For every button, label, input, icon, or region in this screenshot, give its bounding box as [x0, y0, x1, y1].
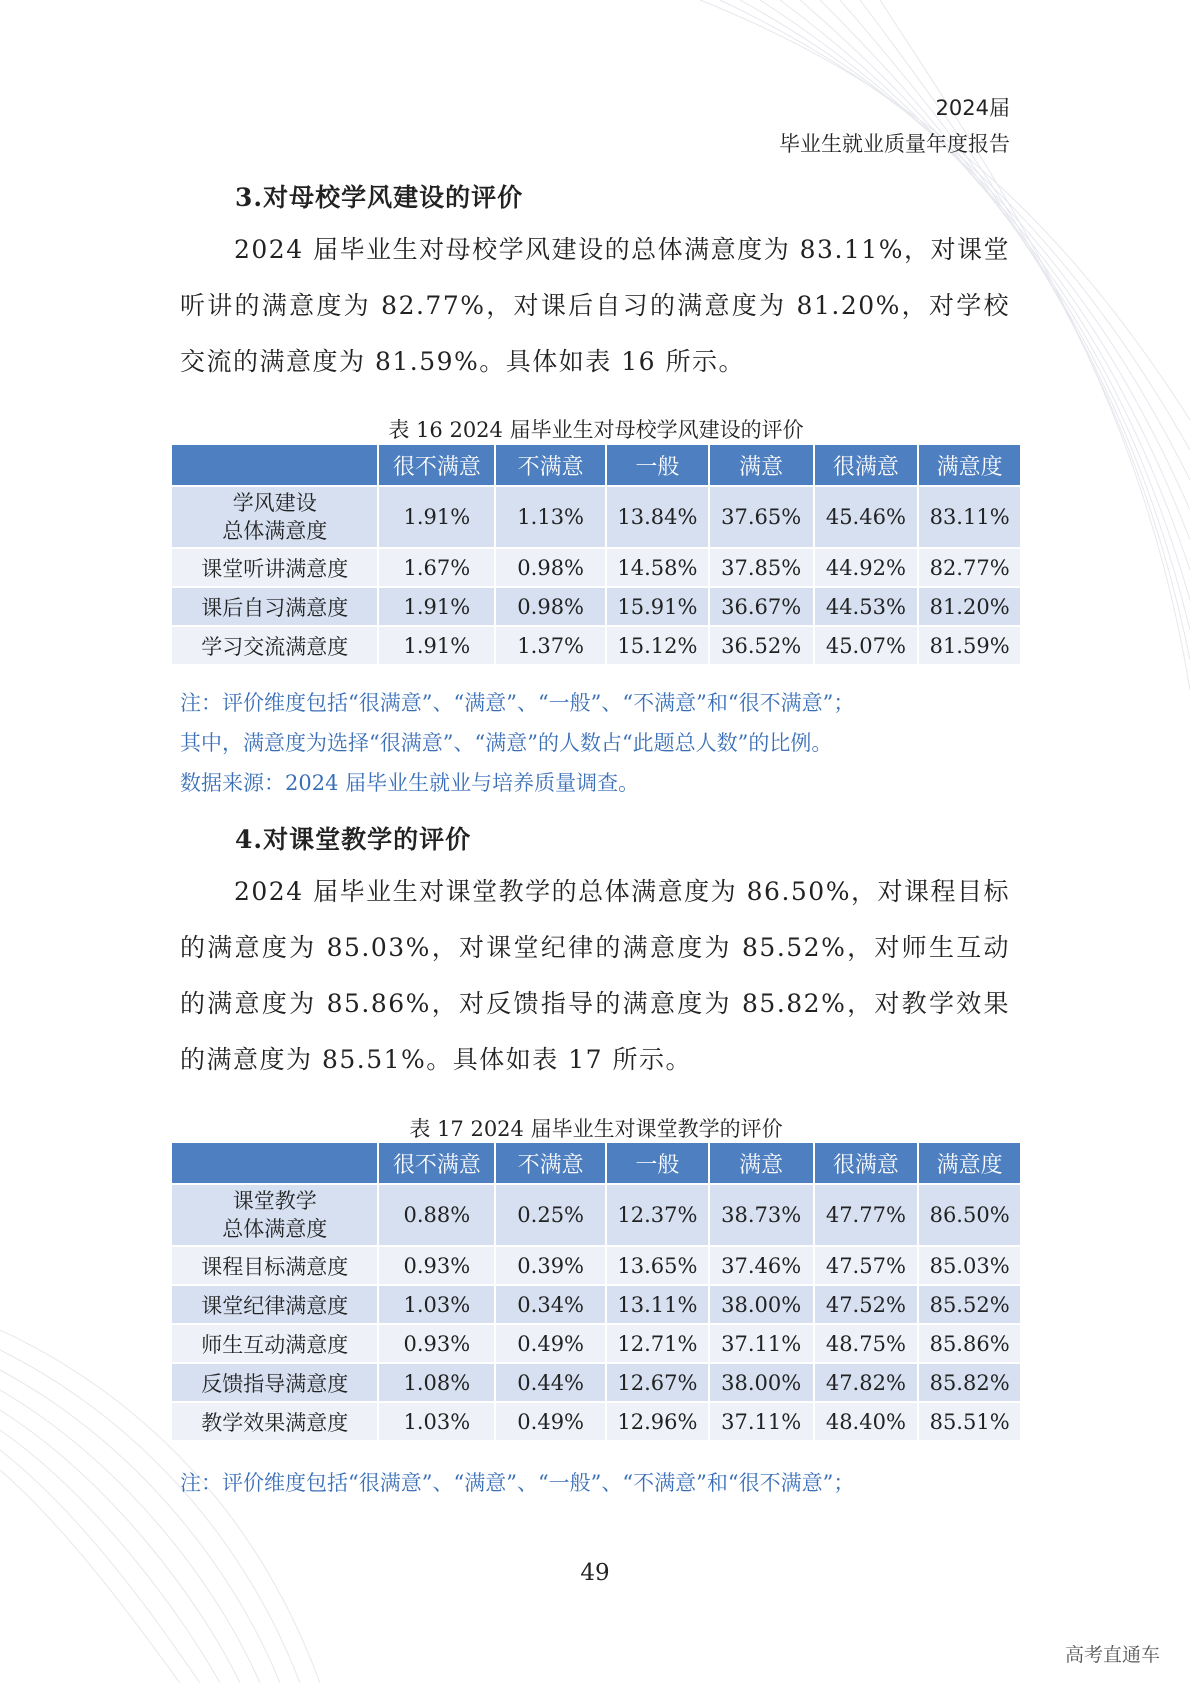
table-cell: 48.75%: [815, 1325, 918, 1362]
table-cell: 13.11%: [607, 1286, 708, 1323]
table-cell: 0.93%: [379, 1247, 494, 1284]
header-year: 2024届: [935, 96, 1010, 120]
table-cell: 13.84%: [607, 487, 708, 547]
row-label: 学习交流满意度: [172, 627, 377, 664]
table-17: [170, 1141, 1022, 1442]
row-label-line: 总体满意度: [222, 1217, 328, 1241]
table-cell: 0.49%: [496, 1403, 605, 1440]
table-cell: 0.98%: [496, 588, 605, 625]
table-row: [172, 1286, 1020, 1323]
table-cell: 86.50%: [919, 1185, 1020, 1245]
header-cell: [172, 445, 377, 485]
report-header: [779, 90, 1010, 162]
row-label: 师生互动满意度: [172, 1325, 377, 1362]
table-cell: 0.93%: [379, 1325, 494, 1362]
row-label: [172, 1185, 377, 1245]
header-cell: 一般: [607, 1143, 708, 1183]
data-source-line: 数据来源：2024 届毕业生就业与培养质量调查。: [180, 771, 640, 795]
table-cell: 47.82%: [815, 1364, 918, 1401]
row-label: [172, 487, 377, 547]
header-cell: 很不满意: [379, 1143, 494, 1183]
row-label: 教学效果满意度: [172, 1403, 377, 1440]
header-cell: 满意: [710, 445, 813, 485]
table-cell: 37.65%: [710, 487, 813, 547]
table-cell: 36.67%: [710, 588, 813, 625]
section-4-title: 4.对课堂教学的评价: [235, 825, 472, 854]
table-row: [172, 549, 1020, 586]
note-line: 注：评价维度包括“很满意”、“满意”、“一般”、“不满意”和“很不满意”；: [180, 1471, 855, 1495]
header-cell: 满意度: [919, 1143, 1020, 1183]
table-cell: 1.03%: [379, 1286, 494, 1323]
row-label-line: 总体满意度: [222, 519, 328, 543]
section-4-paragraph: [180, 864, 1010, 1088]
table-16: [170, 443, 1022, 666]
table-cell: 37.11%: [710, 1403, 813, 1440]
note-line: 注：评价维度包括“很满意”、“满意”、“一般”、“不满意”和“很不满意”；: [180, 691, 855, 715]
table-row: [172, 1325, 1020, 1362]
table-cell: 12.71%: [607, 1325, 708, 1362]
table-cell: 1.67%: [379, 549, 494, 586]
row-label: 反馈指导满意度: [172, 1364, 377, 1401]
table-cell: 37.85%: [710, 549, 813, 586]
table-cell: 85.82%: [919, 1364, 1020, 1401]
table-cell: 0.44%: [496, 1364, 605, 1401]
table-cell: 12.96%: [607, 1403, 708, 1440]
table-cell: 0.39%: [496, 1247, 605, 1284]
table-16-caption: 表 16 2024 届毕业生对母校学风建设的评价: [388, 418, 804, 442]
table-row: [172, 627, 1020, 664]
table-17-notes: [180, 1463, 1020, 1503]
table-cell: 45.46%: [815, 487, 918, 547]
table-cell: 1.08%: [379, 1364, 494, 1401]
section-4-paragraph-text: 2024 届毕业生对课堂教学的总体满意度为 86.50%，对课程目标的满意度为 85.03%，对课堂纪律的满意度为 85.52%，对师生互动的满意度为 85.86%，对反馈指导的满意度为 85.82%，对教学效果的满意度为 85.51%。具体如表 17 所示。: [180, 877, 1010, 1074]
table-cell: 15.91%: [607, 588, 708, 625]
table-cell: 12.67%: [607, 1364, 708, 1401]
table-cell: 13.65%: [607, 1247, 708, 1284]
table-cell: 1.37%: [496, 627, 605, 664]
table-cell: 0.88%: [379, 1185, 494, 1245]
table-cell: 0.25%: [496, 1185, 605, 1245]
header-cell: 不满意: [496, 445, 605, 485]
header-cell: 很满意: [815, 445, 918, 485]
table-cell: 37.46%: [710, 1247, 813, 1284]
table-cell: 45.07%: [815, 627, 918, 664]
table-cell: 38.00%: [710, 1286, 813, 1323]
header-title: 毕业生就业质量年度报告: [779, 132, 1010, 156]
row-label: 课堂纪律满意度: [172, 1286, 377, 1323]
table-cell: 85.52%: [919, 1286, 1020, 1323]
table-cell: 47.52%: [815, 1286, 918, 1323]
table-row: [172, 1403, 1020, 1440]
table-cell: 1.13%: [496, 487, 605, 547]
header-cell: 满意: [710, 1143, 813, 1183]
header-cell: 满意度: [919, 445, 1020, 485]
section-3-paragraph: [180, 222, 1010, 390]
watermark-text: 高考直通车: [1064, 1644, 1160, 1666]
table-cell: 44.53%: [815, 588, 918, 625]
table-cell: 85.03%: [919, 1247, 1020, 1284]
table-row: [172, 1247, 1020, 1284]
table-cell: 0.98%: [496, 549, 605, 586]
row-label: 课堂听讲满意度: [172, 549, 377, 586]
table-cell: 37.11%: [710, 1325, 813, 1362]
header-cell: [172, 1143, 377, 1183]
table-row: [172, 487, 1020, 547]
table-17-caption: 表 17 2024 届毕业生对课堂教学的评价: [409, 1117, 783, 1141]
header-cell: 一般: [607, 445, 708, 485]
section-3-paragraph-text: 2024 届毕业生对母校学风建设的总体满意度为 83.11%，对课堂听讲的满意度为 82.77%，对课后自习的满意度为 81.20%，对学校交流的满意度为 81.59%。具体如表 16 所示。: [180, 235, 1010, 376]
table-cell: 44.92%: [815, 549, 918, 586]
table-cell: 38.00%: [710, 1364, 813, 1401]
header-cell: 不满意: [496, 1143, 605, 1183]
table-cell: 1.91%: [379, 487, 494, 547]
table-cell: 81.59%: [919, 627, 1020, 664]
table-cell: 0.34%: [496, 1286, 605, 1323]
row-label: 课程目标满意度: [172, 1247, 377, 1284]
table-header-row: [172, 445, 1020, 485]
table-row: [172, 1364, 1020, 1401]
header-cell: 很满意: [815, 1143, 918, 1183]
table-cell: 82.77%: [919, 549, 1020, 586]
table-cell: 1.03%: [379, 1403, 494, 1440]
table-cell: 47.77%: [815, 1185, 918, 1245]
row-label: 课后自习满意度: [172, 588, 377, 625]
table-cell: 48.40%: [815, 1403, 918, 1440]
table-cell: 12.37%: [607, 1185, 708, 1245]
note-line: 其中，满意度为选择“很满意”、“满意”的人数占“此题总人数”的比例。: [180, 731, 833, 755]
table-cell: 1.91%: [379, 588, 494, 625]
table-16-notes: [180, 683, 1020, 803]
table-row: [172, 588, 1020, 625]
table-cell: 15.12%: [607, 627, 708, 664]
table-cell: 85.86%: [919, 1325, 1020, 1362]
table-cell: 85.51%: [919, 1403, 1020, 1440]
section-3-title: 3.对母校学风建设的评价: [235, 183, 524, 212]
header-cell: 很不满意: [379, 445, 494, 485]
table-cell: 0.49%: [496, 1325, 605, 1362]
row-label-line: 学风建设: [232, 491, 317, 515]
row-label-line: 课堂教学: [232, 1189, 317, 1213]
table-cell: 38.73%: [710, 1185, 813, 1245]
table-cell: 81.20%: [919, 588, 1020, 625]
table-header-row: [172, 1143, 1020, 1183]
table-cell: 36.52%: [710, 627, 813, 664]
table-row: [172, 1185, 1020, 1245]
table-cell: 1.91%: [379, 627, 494, 664]
page-number: 49: [580, 1560, 610, 1586]
table-cell: 83.11%: [919, 487, 1020, 547]
table-cell: 14.58%: [607, 549, 708, 586]
table-cell: 47.57%: [815, 1247, 918, 1284]
